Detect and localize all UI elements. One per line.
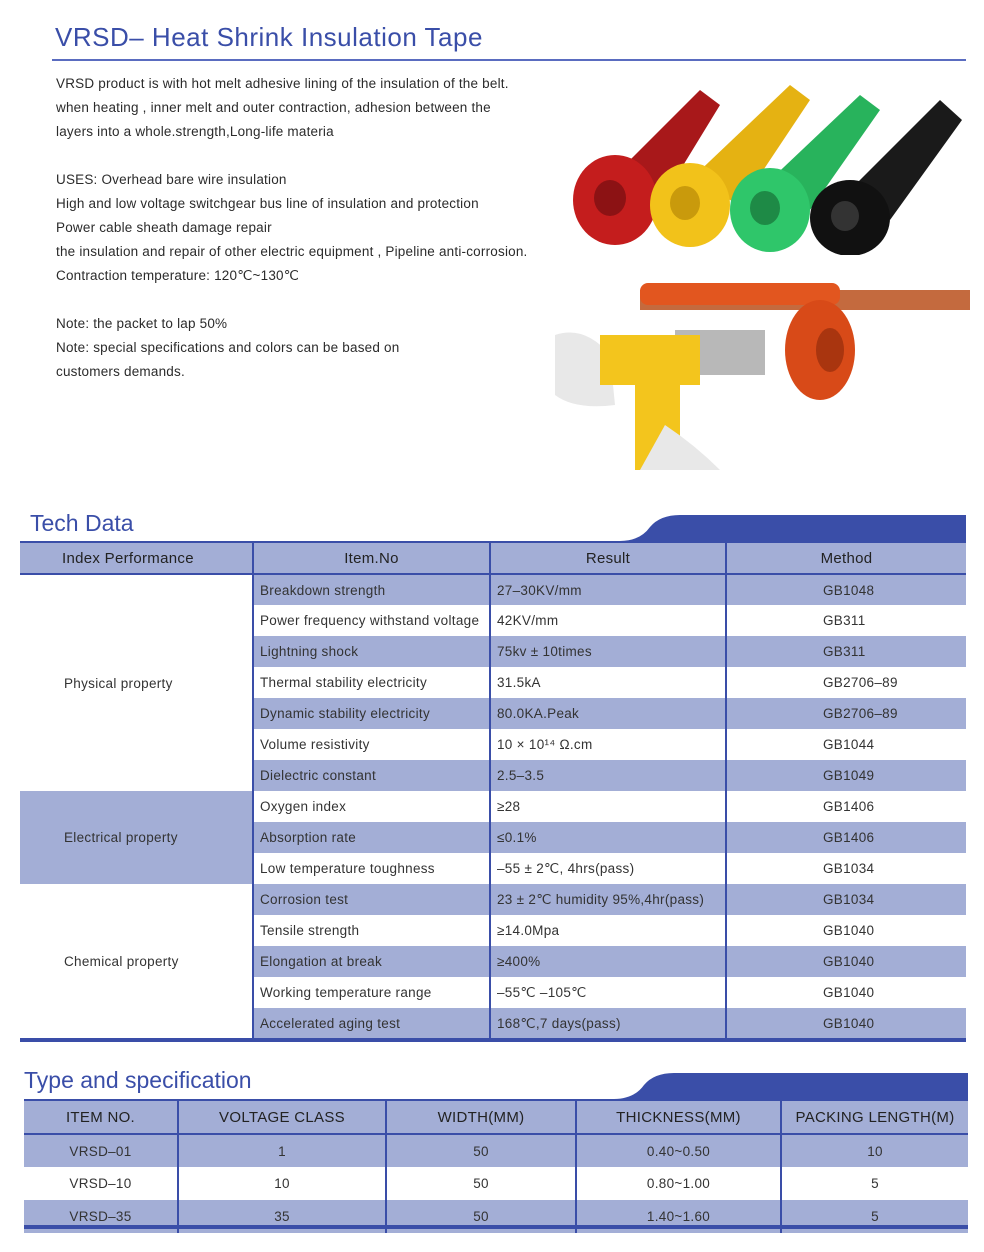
result-cell: –55 ± 2℃, 4hrs(pass) [490,853,726,884]
spec-cell: 0.40~0.50 [576,1134,781,1167]
spec-cell: 50 [386,1200,576,1233]
item-cell: Dielectric constant [253,760,490,791]
result-cell: 27–30KV/mm [490,574,726,605]
spec-cell: 1.40~1.60 [576,1200,781,1233]
item-cell: Elongation at break [253,946,490,977]
item-cell: Thermal stability electricity [253,667,490,698]
intro-line: VRSD product is with hot melt adhesive lining of the insulation of the belt. [56,76,509,91]
uses-paragraph [56,168,616,288]
item-cell: Breakdown strength [253,574,490,605]
uses-line: Power cable sheath damage repair [56,220,272,235]
spec-table [24,1101,968,1233]
method-cell: GB1040 [726,1008,966,1039]
col-header-index: Index Performance [20,543,253,574]
col-header-thickness: THICKNESS(MM) [576,1101,781,1134]
note-line: Note: the packet to lap 50% [56,316,228,331]
note-line: Note: special specifications and colors can be based on [56,340,400,355]
method-cell: GB311 [726,605,966,636]
result-cell: 42KV/mm [490,605,726,636]
spec-cell: VRSD–01 [24,1134,178,1167]
spec-banner [24,1071,968,1101]
method-cell: GB1049 [726,760,966,791]
col-header-width: WIDTH(MM) [386,1101,576,1134]
item-cell: Volume resistivity [253,729,490,760]
item-cell: Working temperature range [253,977,490,1008]
item-cell: Accelerated aging test [253,1008,490,1039]
uses-line: USES: Overhead bare wire insulation [56,172,287,187]
col-header-item: Item.No [253,543,490,574]
result-cell: ≤0.1% [490,822,726,853]
method-cell: GB311 [726,636,966,667]
tape-application-image [555,275,975,475]
item-cell: Corrosion test [253,884,490,915]
table-row [24,1134,968,1167]
item-cell: Absorption rate [253,822,490,853]
product-description [56,72,616,408]
uses-line: the insulation and repair of other electric equipment , Pipeline anti-corrosion. [56,244,528,259]
spec-title: Type and specification [24,1067,252,1093]
category-cell: Electrical property [20,791,253,884]
tech-header-row [20,543,966,574]
spec-cell: 1 [178,1134,386,1167]
method-cell: GB1040 [726,946,966,977]
tech-data-title: Tech Data [30,510,134,536]
result-cell: 23 ± 2℃ humidity 95%,4hr(pass) [490,884,726,915]
method-cell: GB1040 [726,977,966,1008]
tech-data-banner [20,513,966,543]
result-cell: 80.0KA.Peak [490,698,726,729]
result-cell: –55℃ –105℃ [490,977,726,1008]
col-header-item-no: ITEM NO. [24,1101,178,1134]
col-header-voltage: VOLTAGE CLASS [178,1101,386,1134]
spec-cell: 0.80~1.00 [576,1167,781,1200]
note-line: customers demands. [56,364,185,379]
result-cell: 10 × 10¹⁴ Ω.cm [490,729,726,760]
method-cell: GB2706–89 [726,667,966,698]
spec-cell: VRSD–10 [24,1167,178,1200]
method-cell: GB1034 [726,884,966,915]
title-rule [52,59,966,61]
uses-line: High and low voltage switchgear bus line of insulation and protection [56,196,479,211]
item-cell: Low temperature toughness [253,853,490,884]
intro-paragraph [56,72,616,144]
table-row [20,884,966,915]
spec-cell: 5 [781,1200,968,1233]
col-header-method: Method [726,543,966,574]
spec-cell: VRSD–35 [24,1200,178,1233]
table-row [24,1167,968,1200]
table-row [20,574,966,605]
item-cell: Power frequency withstand voltage [253,605,490,636]
method-cell: GB1406 [726,791,966,822]
item-cell: Lightning shock [253,636,490,667]
notes-paragraph [56,312,616,384]
item-cell: Tensile strength [253,915,490,946]
result-cell: ≥14.0Mpa [490,915,726,946]
result-cell: 2.5–3.5 [490,760,726,791]
col-header-length: PACKING LENGTH(M) [781,1101,968,1134]
spec-cell: 10 [781,1134,968,1167]
category-cell: Physical property [20,574,253,791]
spec-header-row [24,1101,968,1134]
method-cell: GB1406 [726,822,966,853]
spec-cell: 10 [178,1167,386,1200]
page-title: VRSD– Heat Shrink Insulation Tape [55,22,483,52]
intro-line: layers into a whole.strength,Long-life materia [56,124,334,139]
tech-data-table [20,543,966,1039]
tech-table-bottom-rule [20,1038,966,1042]
intro-line: when heating , inner melt and outer contraction, adhesion between the [56,100,491,115]
uses-line: Contraction temperature: 120℃~130℃ [56,268,300,283]
method-cell: GB1034 [726,853,966,884]
result-cell: ≥28 [490,791,726,822]
result-cell: 168℃,7 days(pass) [490,1008,726,1039]
col-header-result: Result [490,543,726,574]
spec-table-bottom-rule [24,1225,968,1229]
method-cell: GB1048 [726,574,966,605]
table-row [20,791,966,822]
item-cell: Oxygen index [253,791,490,822]
spec-cell: 35 [178,1200,386,1233]
spec-cell: 50 [386,1167,576,1200]
tape-rolls-image [570,80,970,255]
spec-cell: 5 [871,1176,879,1191]
method-cell: GB1044 [726,729,966,760]
method-cell: GB2706–89 [726,698,966,729]
result-cell: ≥400% [490,946,726,977]
spec-cell: 50 [386,1134,576,1167]
method-cell: GB1040 [726,915,966,946]
item-cell: Dynamic stability electricity [253,698,490,729]
result-cell: 31.5kA [490,667,726,698]
category-cell: Chemical property [20,884,253,1039]
result-cell: 75kv ± 10times [490,636,726,667]
